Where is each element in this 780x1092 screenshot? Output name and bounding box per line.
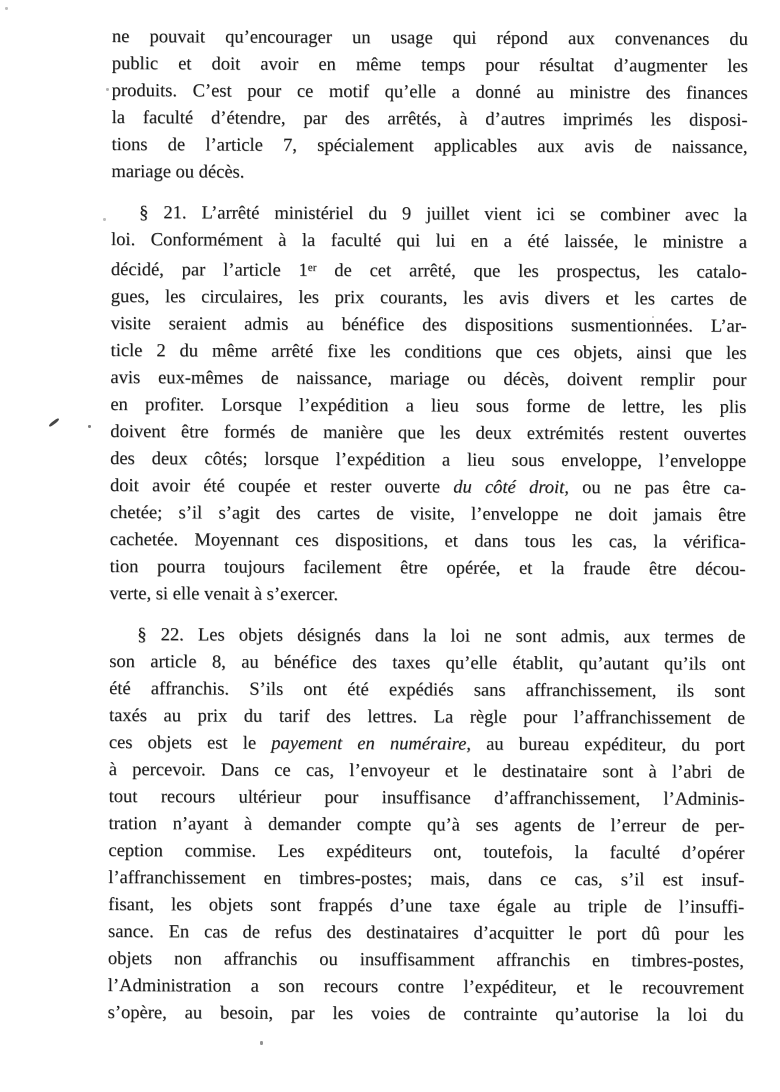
text-run: avis eux-mêmes de naissance, mariage ou décès, doivent remplir pour xyxy=(110,367,747,391)
text-run: l’affranchissement en timbres-postes; mais, dans ce cas, s’il est insuf- xyxy=(108,867,745,891)
text-line xyxy=(108,919,744,949)
text-line xyxy=(108,865,744,895)
text-run: fisant, les objets sont frappés d’une taxe égale au triple de l’insuffi- xyxy=(108,894,745,918)
text-line xyxy=(110,473,746,503)
text-line xyxy=(109,730,745,760)
text-run: § 22. Les objets désignés dans la loi ne sont admis, aux termes de xyxy=(137,625,746,648)
text-line xyxy=(108,946,744,976)
text-run-sup: er xyxy=(307,261,317,274)
text-line xyxy=(111,159,747,189)
text-run: s’opère, au besoin, par les voies de contrainte qu’autorise la loi du xyxy=(107,1002,744,1026)
text-line xyxy=(110,392,746,422)
text-line xyxy=(111,254,747,287)
text-line xyxy=(111,200,747,230)
text-run: mariage ou décès. xyxy=(111,161,245,183)
text-line xyxy=(109,581,745,611)
text-run: cachetée. Moyennant ces dispositions, et dans tous les cas, la vérifica- xyxy=(109,529,746,553)
scan-speck-4 xyxy=(5,7,8,10)
text-run-italic: payement en numéraire, xyxy=(271,733,471,755)
text-run: doivent être formés de manière que les deux extrémités restent ouvertes xyxy=(110,421,747,445)
text-line xyxy=(111,338,747,368)
text-run: ne pouvait qu’encourager un usage qui répond aux convenances du xyxy=(111,26,748,50)
text-run: l’Administration a son recours contre l’expéditeur, et le recouvrement xyxy=(107,975,744,999)
text-run: été affranchis. S’ils ont été expédiés sans affranchissement, ils sont xyxy=(109,678,746,702)
text-run: sance. En cas de refus des destinataires d’acquitter le port dû pour les xyxy=(107,921,745,945)
text-line xyxy=(110,419,746,449)
paragraph-section-22 xyxy=(108,622,746,1030)
text-line xyxy=(109,703,745,733)
text-run: public et doit avoir en même temps pour résultat d’augmenter les xyxy=(111,53,748,77)
text-line xyxy=(111,284,747,314)
text-run: tout recours ultérieur pour insuffisance d’affranchissement, l’Adminis- xyxy=(108,786,745,810)
text-run: ception commise. Les expéditeurs ont, toutefois, la faculté d’opérer xyxy=(108,840,745,864)
text-run: ou ne pas être ca- xyxy=(568,477,747,499)
text-line xyxy=(110,527,746,557)
text-line xyxy=(109,649,745,679)
scan-speck-2 xyxy=(103,218,106,221)
text-run: taxés au prix du tarif des lettres. La règle pour l’affranchissement de xyxy=(108,705,746,729)
text-line xyxy=(110,500,746,530)
text-run: au bureau expéditeur, du port xyxy=(470,734,745,756)
text-run: de cet arrêté, que les prospectus, les catalo- xyxy=(316,260,747,283)
text-run: visite seraient admis au bénéfice des dispositions susmentionnées. L’ar- xyxy=(110,313,747,337)
text-run: ces objets est le xyxy=(108,732,272,754)
text-run: des deux côtés; lorsque l’expédition a lieu sous enveloppe, l’enveloppe xyxy=(110,448,747,472)
margin-pen-dot xyxy=(88,425,91,428)
text-line xyxy=(109,784,745,814)
text-run: objets non affranchis ou insuffisamment affranchis en timbres-postes, xyxy=(107,948,744,972)
text-run: loi. Conformément à la faculté qui lui en a été laissée, le ministre a xyxy=(111,229,748,253)
text-run-italic: du côté droit, xyxy=(453,477,569,498)
text-run: chetée; s’il s’agit des cartes de visite, l’enveloppe ne doit jamais être xyxy=(109,502,746,526)
text-line xyxy=(109,676,745,706)
margin-pen-tick xyxy=(48,418,59,428)
page-text-block xyxy=(108,24,748,1030)
text-line xyxy=(108,1000,744,1030)
text-line xyxy=(112,105,748,135)
text-run: gues, les circulaires, les prix courants, les avis divers et les cartes de xyxy=(110,286,747,310)
text-run: verte, si elle venait à s’exercer. xyxy=(109,583,339,605)
text-line xyxy=(109,622,745,652)
text-line xyxy=(112,51,748,81)
text-run: la faculté d’étendre, par des arrêtés, à d’autres imprimés les disposi- xyxy=(111,107,748,131)
text-run: tration n’ayant à demander compte qu’à ses agents de l’erreur de per- xyxy=(108,813,745,837)
text-run: tions de l’article 7, spécialement applicables aux avis de naissance, xyxy=(111,134,748,158)
text-line xyxy=(112,78,748,108)
paragraph-continuation xyxy=(111,24,748,189)
paragraph-section-21 xyxy=(109,200,747,611)
text-run: son article 8, au bénéfice des taxes qu’elle établit, qu’autant qu’ils ont xyxy=(109,651,746,675)
text-line xyxy=(108,973,744,1003)
text-line xyxy=(110,446,746,476)
text-run: à percevoir. Dans ce cas, l’envoyeur et le destinataire sont à l’abri de xyxy=(108,759,745,783)
scan-speck-1 xyxy=(106,88,109,91)
scan-speck-3 xyxy=(260,1041,263,1045)
text-run: ticle 2 du même arrêté fixe les conditions que ces objets, ainsi que les xyxy=(110,340,747,364)
text-run: décidé, par l’article 1 xyxy=(110,259,308,281)
text-run: § 21. L’arrêté ministériel du 9 juillet vient ici se combiner avec la xyxy=(139,203,748,226)
scan-speck-5 xyxy=(652,316,654,318)
text-run: tion pourra toujours facilement être opérée, et la fraude être décou- xyxy=(109,556,746,580)
text-line xyxy=(112,24,748,54)
text-line xyxy=(111,132,747,162)
text-line xyxy=(109,757,745,787)
text-run: produits. C’est pour ce motif qu’elle a donné au ministre des finances xyxy=(111,80,748,104)
text-line xyxy=(108,838,744,868)
text-line xyxy=(108,811,744,841)
text-line xyxy=(110,554,746,584)
text-run: en profiter. Lorsque l’expédition a lieu sous forme de lettre, les plis xyxy=(110,394,747,418)
text-run: doit avoir été coupée et rester ouverte xyxy=(109,475,454,498)
text-line xyxy=(108,892,744,922)
text-line xyxy=(111,227,747,257)
text-line xyxy=(110,365,746,395)
